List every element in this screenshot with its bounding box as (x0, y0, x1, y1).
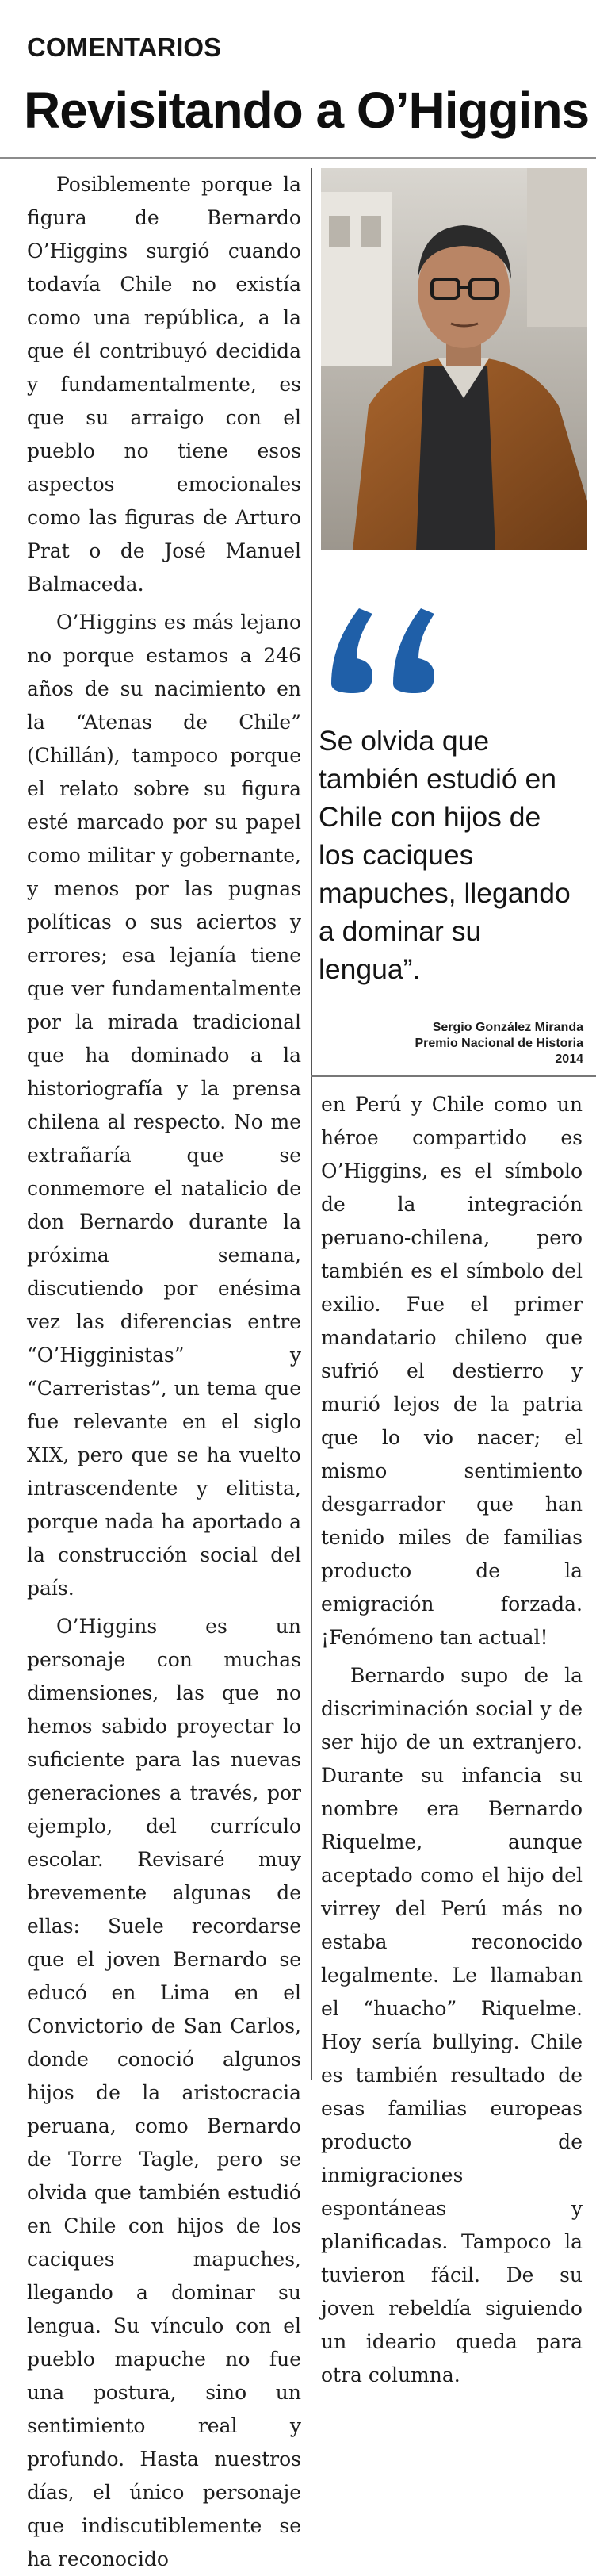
headline-divider (0, 157, 596, 159)
right-column (321, 1088, 583, 2392)
author-year: 2014 (555, 1052, 583, 1066)
author-caption (322, 1020, 583, 1068)
paragraph: O’Higgins es un personaje con muchas dimensiones, las que no hemos sabido proyectar lo suficiente para las nuevas generaciones a través, por ejemplo, del currículo escolar. Revisaré muy brevemente algunas de ellas: Suele recordarse que el joven Bernardo se educó en Lima en el Convictorio de San Carlos, donde conoció algunos hijos de la aristocracia peruana, como Bernardo de Torre Tagle, pero se olvida que también estudió en Chile con hijos de los caciques mapuches, llegando a dominar su lengua. Su vínculo con el pueblo mapuche no fue una postura, sino un sentimiento real y profundo. Hasta nuestros días, el único personaje que indiscutiblemente se ha reconocido (27, 1615, 301, 2570)
author-portrait-illustration (321, 168, 587, 550)
section-label: COMENTARIOS (27, 33, 222, 62)
left-column (27, 168, 301, 2576)
paragraph: en Perú y Chile como un héroe compartido es O’Higgins, es el símbolo de la integración peruano-chilena, pero también es el símbolo del exilio. Fue el primer mandatario chileno que sufrió el destierro y murió lejos de la patria que lo vio nacer; el mismo sentimiento desgarrador que han tenido miles de familias producto de la emigración forzada. ¡Fenómeno tan actual! (321, 1093, 583, 1649)
author-photo (321, 168, 587, 550)
paragraph: Bernardo supo de la discriminación social y de ser hijo de un extranjero. Durante su infancia su nombre era Bernardo Riquelme, aunque aceptado como el hijo del virrey del Perú más no estaba reconocido legalmente. Le llamaban el “huacho” Riquelme. Hoy sería bullying. Chile es también resultado de esas familias europeas producto de inmigraciones espontáneas y planificadas. Tampoco la tuvieron fácil. De su joven rebeldía siguiendo un ideario queda para otra columna. (321, 1664, 583, 2386)
author-title: Premio Nacional de Historia (415, 1037, 583, 1050)
column-divider (311, 168, 312, 2080)
paragraph: O’Higgins es más lejano no porque estamos a 246 años de su nacimiento en la “Atenas de Chile” (Chillán), tampoco porque el relato sobre su figura esté marcado por su papel como militar y gobernante, y menos por las pugnas políticas o sus aciertos y errores; esa lejanía tiene que ver fundamentalmente por la mirada tradicional que ha dominado a la historiografía y la prensa chilena al respecto. No me extrañaría que se conmemore el natalicio de don Bernardo durante la próxima semana, discutiendo por enésima vez las diferencias entre “O’Higginistas” y “Carreristas”, un tema que fue relevante en el siglo XIX, pero que se ha vuelto intrascendente y elitista, porque nada ha aportado a la construcción social del país. (27, 611, 301, 1600)
caption-divider (311, 1075, 596, 1077)
quote-mark-icon (323, 588, 450, 700)
author-name: Sergio González Miranda (432, 1021, 583, 1034)
paragraph: Posiblemente porque la figura de Bernardo O’Higgins surgió cuando todavía Chile no existía como una república, a la que él contribuyó decidida y fundamentalmente, es que su arraigo con el pueblo no tiene esos aspectos emocionales como las figuras de Arturo Prat o de José Manuel Balmaceda. (27, 173, 301, 596)
pull-quote: Se olvida que también estudió en Chile con hijos de los caciques mapuches, llegando a dominar su lengua”. (319, 725, 571, 985)
article-headline: Revisitando a O’Higgins (24, 82, 590, 139)
